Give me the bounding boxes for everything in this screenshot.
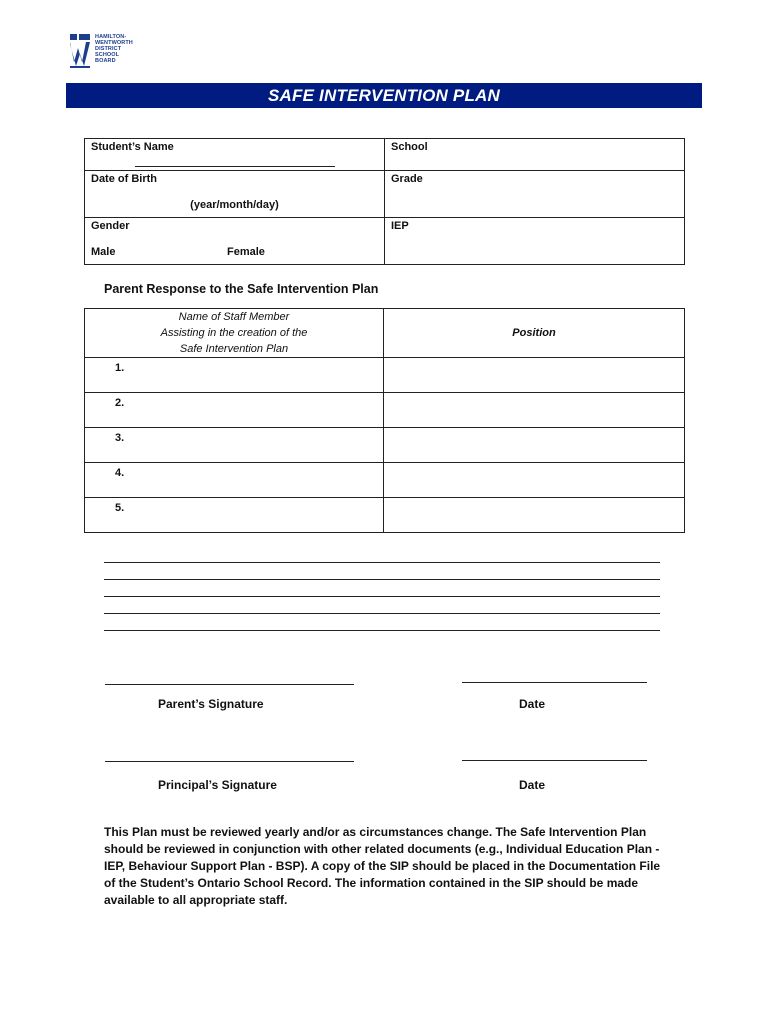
row-number: 4.	[115, 467, 125, 479]
school-label: School	[391, 141, 428, 153]
staff-name-cell-5[interactable]	[85, 498, 384, 533]
parent-signature-label: Parent’s Signature	[158, 697, 264, 711]
review-note: This Plan must be reviewed yearly and/or as circumstances change. The Safe Intervention Plan should be reviewed in conjunction with other related documents (e.g., Individual Education Plan - IEP, Behaviour Support Plan - BSP). A copy of the SIP should be placed in the Documentation File of the Student’s Ontario School Record. The information contained in the SIP should be made available to all appropriate staff.	[104, 825, 661, 907]
students-name-underline	[135, 166, 335, 167]
row-number: 5.	[115, 502, 125, 514]
staff-name-cell-2[interactable]	[85, 393, 384, 428]
students-name-cell[interactable]	[85, 139, 385, 171]
logo-text: HAMILTON- WENTWORTH DISTRICT SCHOOL BOARD	[95, 34, 133, 64]
gender-male-option[interactable]: Male	[91, 246, 116, 258]
staff-name-cell-4[interactable]	[85, 463, 384, 498]
table-row	[85, 463, 685, 498]
principal-date-label: Date	[519, 778, 546, 792]
row-number: 3.	[115, 432, 125, 444]
staff-name-cell-3[interactable]	[85, 428, 384, 463]
student-info-table	[84, 138, 685, 265]
school-cell[interactable]	[385, 139, 685, 171]
staff-name-header: Name of Staff Member Assisting in the creation of the Safe Intervention Plan	[85, 309, 384, 358]
position-cell-4[interactable]	[384, 463, 685, 498]
gender-cell[interactable]	[85, 218, 385, 265]
date-of-birth-label: Date of Birth	[91, 173, 157, 185]
response-line[interactable]	[104, 613, 660, 630]
position-cell-2[interactable]	[384, 393, 685, 428]
title-bar	[66, 83, 702, 108]
position-header: Position	[384, 309, 685, 358]
date-of-birth-cell[interactable]	[85, 171, 385, 218]
response-line[interactable]	[104, 579, 660, 596]
students-name-label: Student’s Name	[91, 141, 174, 153]
parent-date-line[interactable]	[462, 682, 647, 683]
iep-cell[interactable]	[385, 218, 685, 265]
gender-label: Gender	[91, 220, 130, 232]
principal-signature-line[interactable]	[105, 761, 354, 762]
row-number: 1.	[115, 362, 125, 374]
staff-table	[84, 308, 685, 533]
section-heading: Parent Response to the Safe Intervention Plan	[104, 282, 379, 296]
date-format-hint: (year/month/day)	[190, 199, 279, 211]
position-cell-5[interactable]	[384, 498, 685, 533]
parent-response-lines[interactable]	[104, 562, 660, 647]
parent-date-label: Date	[519, 697, 546, 711]
table-row	[85, 393, 685, 428]
position-cell-1[interactable]	[384, 358, 685, 393]
row-number: 2.	[115, 397, 125, 409]
grade-label: Grade	[391, 173, 423, 185]
table-row	[85, 498, 685, 533]
page-title: SAFE INTERVENTION PLAN	[267, 85, 501, 105]
principal-signature-label: Principal’s Signature	[158, 778, 277, 792]
parent-signature-line[interactable]	[105, 684, 354, 685]
school-board-logo	[68, 32, 140, 72]
response-line[interactable]	[104, 596, 660, 613]
table-row	[85, 428, 685, 463]
staff-name-cell-1[interactable]	[85, 358, 384, 393]
gender-options	[91, 246, 378, 258]
response-line[interactable]	[104, 562, 660, 579]
table-row	[85, 358, 685, 393]
gender-female-option[interactable]: Female	[227, 246, 265, 258]
iep-label: IEP	[391, 220, 409, 232]
logo-mark-icon	[68, 32, 92, 70]
grade-cell[interactable]	[385, 171, 685, 218]
principal-date-line[interactable]	[462, 760, 647, 761]
position-cell-3[interactable]	[384, 428, 685, 463]
response-line[interactable]	[104, 630, 660, 647]
